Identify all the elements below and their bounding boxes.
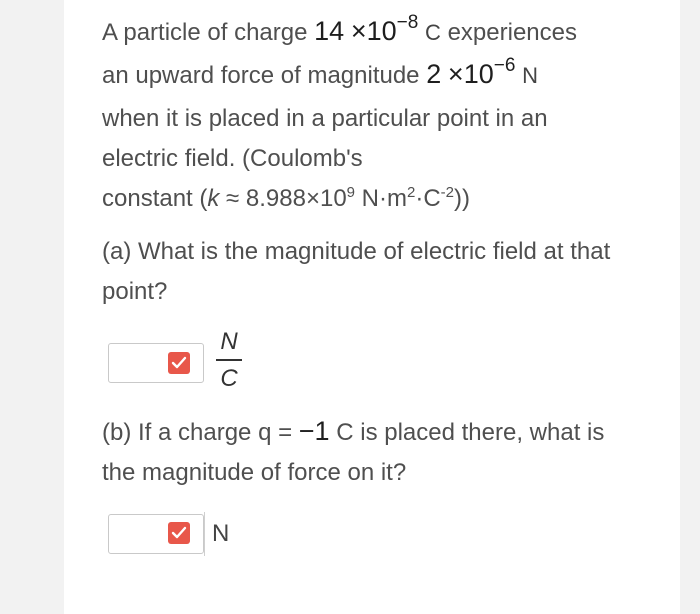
problem-line-3: when it is placed in a particular point in an	[102, 105, 548, 132]
times-sign: ×	[447, 59, 464, 89]
force-mantissa: 2	[426, 59, 442, 89]
unit-exponent: 2	[407, 184, 416, 201]
unit-text: ·C	[415, 185, 441, 212]
unit-exponent: -2	[440, 184, 455, 201]
times-sign: ×	[350, 16, 367, 46]
force-unit: N	[522, 63, 538, 88]
force-exponent: −6	[493, 55, 516, 76]
part-b-question-line-2: the magnitude of force on it?	[102, 459, 407, 486]
ten-base: 10	[463, 59, 494, 89]
fraction-bar	[216, 359, 242, 361]
part-b-question-line-1	[102, 410, 662, 454]
constant-exponent: 9	[346, 184, 356, 201]
unit-divider	[204, 512, 205, 556]
charge-exponent: −8	[396, 12, 419, 33]
part-a-question-line-1: (a) What is the magnitude of electric field at that	[102, 238, 611, 265]
problem-line-2	[102, 53, 662, 99]
problem-line-1	[102, 10, 662, 56]
problem-text: constant (	[102, 185, 208, 212]
charge-mantissa: 14	[314, 16, 345, 46]
check-icon	[168, 352, 190, 374]
problem-text: (b) If a charge q =	[102, 419, 299, 446]
problem-text: ))	[454, 185, 470, 212]
check-icon	[168, 522, 190, 544]
charge-unit: C	[425, 20, 441, 45]
k-symbol: k	[207, 185, 220, 212]
problem-line-5	[102, 177, 662, 223]
unit-denominator: C	[220, 365, 238, 392]
charge-value: −1	[298, 416, 330, 446]
part-b-unit: N	[212, 520, 230, 547]
problem-text: experiences	[447, 19, 577, 46]
constant-value: ≈ 8.988×10	[219, 185, 347, 212]
part-a-question-line-2: point?	[102, 278, 168, 305]
part-a-unit-fraction	[212, 328, 246, 393]
problem-line-4: electric field. (Coulomb's	[102, 145, 363, 172]
problem-text: A particle of charge	[102, 19, 308, 46]
ten-base: 10	[366, 16, 397, 46]
problem-text: an upward force of magnitude	[102, 62, 420, 89]
problem-text: C is placed there, what is	[329, 419, 605, 446]
unit-text: N·m	[355, 185, 407, 212]
unit-numerator: N	[220, 328, 238, 355]
